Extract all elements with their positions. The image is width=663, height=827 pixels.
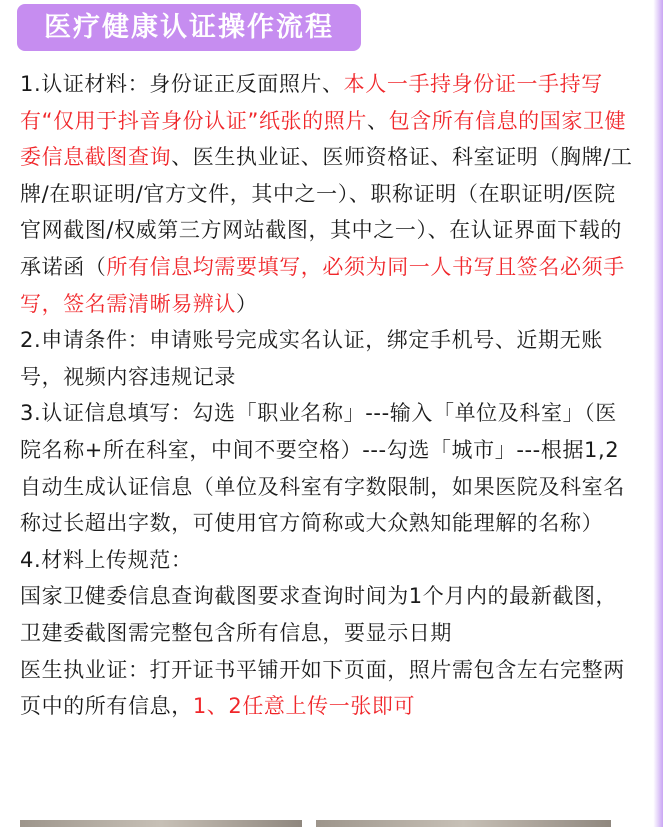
certificate-photos [20, 820, 636, 827]
upload-rule-2 [20, 652, 636, 725]
upload-rule-2-text: 医生执业证：打开证书平铺开如下页面，照片需包含左右完整两页中的所有信息， [20, 657, 625, 719]
document-body [20, 66, 636, 725]
materials-text-1: 1.认证材料：身份证正反面照片、 [20, 72, 344, 96]
section-upload-heading: 4.材料上传规范： [20, 547, 193, 572]
page-title: 医疗健康认证操作流程 [17, 4, 361, 51]
section-conditions: 2.申请条件：申请账号完成实名认证，绑定手机号、近期无账号，视频内容违规记录 [20, 328, 603, 389]
materials-text-4: ） [236, 291, 258, 316]
materials-highlight-2: 包含所有信息的国家卫健委信息截图查询 [20, 108, 627, 170]
upload-rule-2-highlight: 1、2任意上传一张即可 [192, 694, 416, 719]
certificate-photo-1 [20, 820, 302, 827]
section-materials [20, 66, 636, 322]
materials-text-3: 、医生执业证、医师资格证、科室证明（胸牌/工牌/在职证明/官方文件，其中之一）、职称证明（在职证明/医院官网截图/权威第三方网站截图，其中之一）、在认证界面下载的承诺函（ [20, 145, 633, 279]
materials-text-2: 、 [366, 108, 389, 133]
certificate-photo-2 [316, 820, 611, 827]
materials-highlight-3: 所有信息均需要填写，必须为同一人书写且签名必须手写，签名需清晰易辨认 [20, 254, 625, 316]
right-edge-decoration [650, 0, 663, 827]
materials-highlight-1: 本人一手持身份证一手持写有“仅用于抖音身份认证”纸张的照片 [20, 72, 603, 133]
upload-rule-1: 国家卫健委信息查询截图要求查询时间为1个月内的最新截图，卫建委截图需完整包含所有信息，要显示日期 [20, 584, 618, 645]
section-info-fill: 3.认证信息填写：勾选「职业名称」---输入「单位及科室」（医院名称+所在科室，中间不要空格）---勾选「城市」---根据1,2自动生成认证信息（单位及科室有字数限制，如果医院及科室名称过长超出字数，可使用官方简称或大众熟知能理解的名称） [20, 401, 625, 536]
